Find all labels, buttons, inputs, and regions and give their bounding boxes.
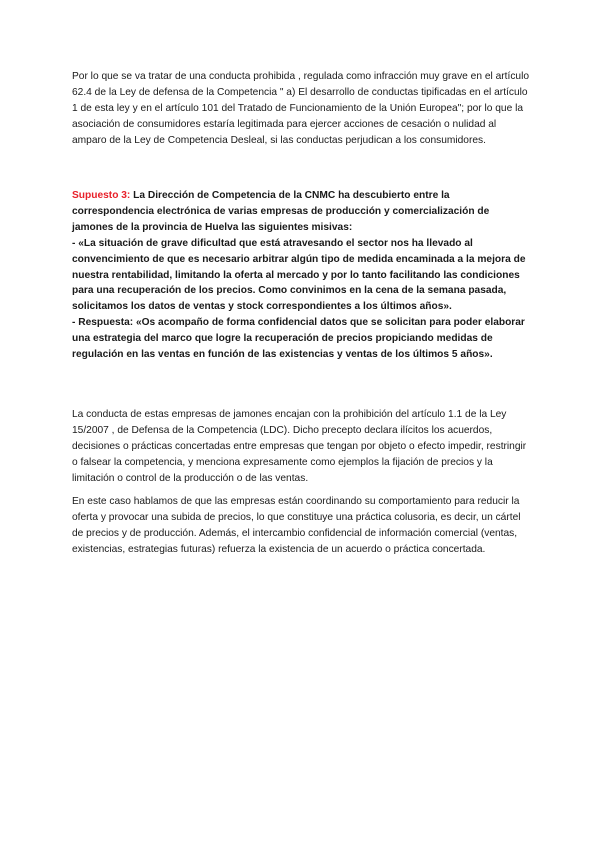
paragraph-conclusion-cartel: En este caso hablamos de que las empresas están coordinando su comportamiento para reducir la oferta y provocar una subida de precios, lo que constituye una práctica colusoria, es decir, un cártel de precios y de producción. Además, el intercambio confidencial de información comercial (ventas, existencias, estrategias futuras) refuerza la existencia de un acuerdo o práctica concertada. [72, 496, 521, 555]
misiva-respuesta: - Respuesta: «Os acompaño de forma confidencial datos que se solicitan para poder elaborar una estrategia del marco que logre la recuperación de precios propiciando medidas de regulación en las ventas en función de las existencias y ventas de los últimos 5 años». [72, 317, 525, 361]
paragraph-infraccion: Por lo que se va tratar de una conducta prohibida , regulada como infracción muy grave en el artículo 62.4 de la Ley de defensa de la Competencia " a) El desarrollo de conductas tipificadas en el artículo 1 de esta ley y en el artículo 101 del Tratado de Funcionamiento de la Unión Europea"; por lo que la asociación de consumidores estaría legitimada para ejercer acciones de cesación o nulidad al amparo de la Ley de Competencia Desleal, si las conductas perjudican a los consumidores. [72, 71, 530, 146]
supuesto-label: Supuesto 3: [72, 190, 131, 201]
supuesto-intro: La Dirección de Competencia de la CNMC ha descubierto entre la correspondencia electrónica de varias empresas de producción y comercialización de jamones de la provincia de Huelva las siguientes misivas: [72, 190, 490, 233]
paragraph-analisis-ldc: La conducta de estas empresas de jamones encajan con la prohibición del artículo 1.1 de la Ley 15/2007 , de Defensa de la Competencia (LDC). Dicho precepto declara ilícitos los acuerdos, decisiones o prácticas concertadas entre empresas que tengan por objeto o efecto impedir, restringir o falsear la competencia, y menciona expresamente como ejemplos la fijación de precios y la limitación o control de la producción o de las ventas. [72, 409, 527, 484]
supuesto-3-block [72, 188, 532, 363]
misiva-1: - «La situación de grave dificultad que está atravesando el sector nos ha llevado al convencimiento de que es necesario arbitrar algún tipo de medida encaminada a la mejora de nuestra rentabilidad, limitando la oferta al mercado y por lo tanto facilitando las condiciones para una recuperación de los precios. Como convinimos en la cena de la semana pasada, solicitamos los datos de ventas y stock correspondientes a los últimos años». [72, 237, 526, 313]
